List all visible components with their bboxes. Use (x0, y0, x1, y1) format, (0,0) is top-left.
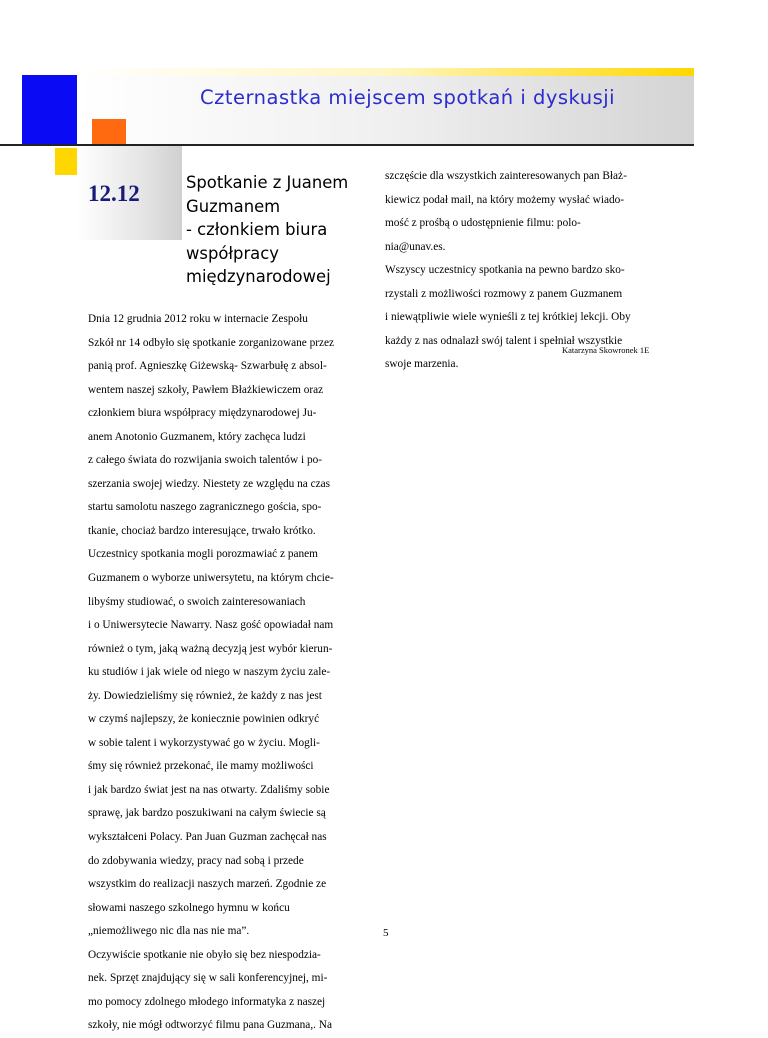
text-line: szkoły, nie mógł odtworzyć filmu pana Guzmana,. Na (88, 1019, 332, 1032)
text-line: Dnia 12 grudnia 2012 roku w internacie Zespołu (88, 313, 308, 325)
text-line: rzystali z możliwości rozmowy z panem Guzmanem (385, 287, 623, 300)
text-line: mość z prośbą o udostępnienie filmu: polo- (385, 217, 581, 230)
text-line: szerzania swojej wiedzy. Niestety ze względu na czas (88, 477, 331, 490)
text-line: kiewicz podał mail, na który możemy wysłać wiado- (385, 193, 625, 206)
text-line: Szkół nr 14 odbyło się spotkanie zorganizowane przez (88, 336, 335, 349)
page-number: 5 (383, 927, 389, 939)
text-line: Guzmanem o wyborze uniwersytetu, na którym chcie- (88, 572, 334, 585)
text-line: sprawę, jak bardzo poszukiwani na całym świecie są (88, 807, 326, 820)
text-line: słowami naszego szkolnego hymnu w końcu (88, 901, 290, 914)
text-line: ku studiów i jak wiele od niego w naszym życiu zale- (88, 666, 331, 679)
text-line: wykształceni Polacy. Pan Juan Guzman zachęcał nas (88, 831, 327, 844)
subtitle-line: współpracy (186, 243, 279, 263)
text-line: z całego świata do rozwijania swoich talentów i po- (88, 454, 323, 467)
text-line: każdy z nas odnalazł swój talent i spełniał wszystkie (385, 334, 623, 347)
text-line: również o tym, jaką ważną decyzją jest wybór kierun- (88, 642, 333, 655)
text-line: Uczestnicy spotkania mogli porozmawiać z panem (88, 548, 318, 561)
blue-square-decoration (22, 75, 77, 145)
subtitle-line: międzynarodowej (186, 267, 331, 286)
author-signature: Katarzyna Skowronek 1E (562, 345, 650, 355)
article-subtitle (186, 171, 376, 289)
text-line: i niewątpliwie wiele wynieśli z tej krótkiej lekcji. Oby (385, 311, 631, 324)
text-line: śmy się również przekonać, ile mamy możliwości (88, 760, 314, 773)
text-line: i o Uniwersytecie Nawarry. Nasz gość opowiadał nam (88, 619, 334, 632)
text-line: anem Anotonio Guzmanem, który zachęca ludzi (88, 430, 306, 443)
text-line: wentem naszej szkoły, Pawłem Błażkiewiczem oraz (88, 383, 324, 396)
subtitle-line: Guzmanem (186, 196, 281, 216)
text-line: tkanie, chociaż bardzo interesujące, trwało krótko. (88, 524, 316, 537)
text-line: startu samolotu naszego zagranicznego gościa, spo- (88, 501, 322, 514)
text-line: nek. Sprzęt znajdujący się w sali konferencyjnej, mi- (88, 972, 328, 985)
text-line: panią prof. Agnieszkę Giżewską- Szwarbułę z absol- (88, 360, 327, 373)
text-line: Oczywiście spotkanie nie obyło się bez niespodzia- (88, 948, 321, 961)
subtitle-line: Spotkanie z Juanem (186, 173, 349, 192)
article-date: 12.12 (88, 181, 140, 206)
text-line: Wszyscy uczestnicy spotkania na pewno bardzo sko- (385, 264, 625, 277)
header-accent-bar (77, 68, 694, 76)
text-line: mo pomocy zdolnego młodego informatyka z naszej (88, 995, 326, 1008)
text-line: nia@unav.es. (385, 240, 446, 253)
text-line: do zdobywania wiedzy, pracy nad sobą i przede (88, 854, 304, 867)
text-line: i jak bardzo świat jest na nas otwarty. Zdaliśmy sobie (88, 783, 330, 796)
subtitle-line: - członkiem biura (186, 220, 328, 239)
text-line: w czymś najlepszy, że koniecznie powinien odkryć (88, 713, 320, 726)
text-line: wszystkim do realizacji naszych marzeń. Zgodnie ze (88, 878, 327, 891)
text-line: swoje marzenia. (385, 358, 459, 371)
page-title: Czternastka miejscem spotkań i dyskusji (200, 86, 616, 109)
text-line: ży. Dowiedzieliśmy się również, że każdy z nas jest (88, 689, 322, 702)
text-line: libyśmy studiować, o swoich zainteresowaniach (88, 595, 306, 608)
article-left-column (88, 308, 334, 1038)
text-line: w sobie talent i wykorzystywać go w życiu. Mogli- (88, 736, 320, 749)
text-line: szczęście dla wszystkich zainteresowanych pan Błaż- (385, 170, 627, 182)
text-line: „niemożliwego nic dla nas nie ma”. (88, 925, 250, 938)
orange-square-decoration (92, 119, 126, 146)
text-line: członkiem biura współpracy międzynarodowej Ju- (88, 407, 317, 420)
